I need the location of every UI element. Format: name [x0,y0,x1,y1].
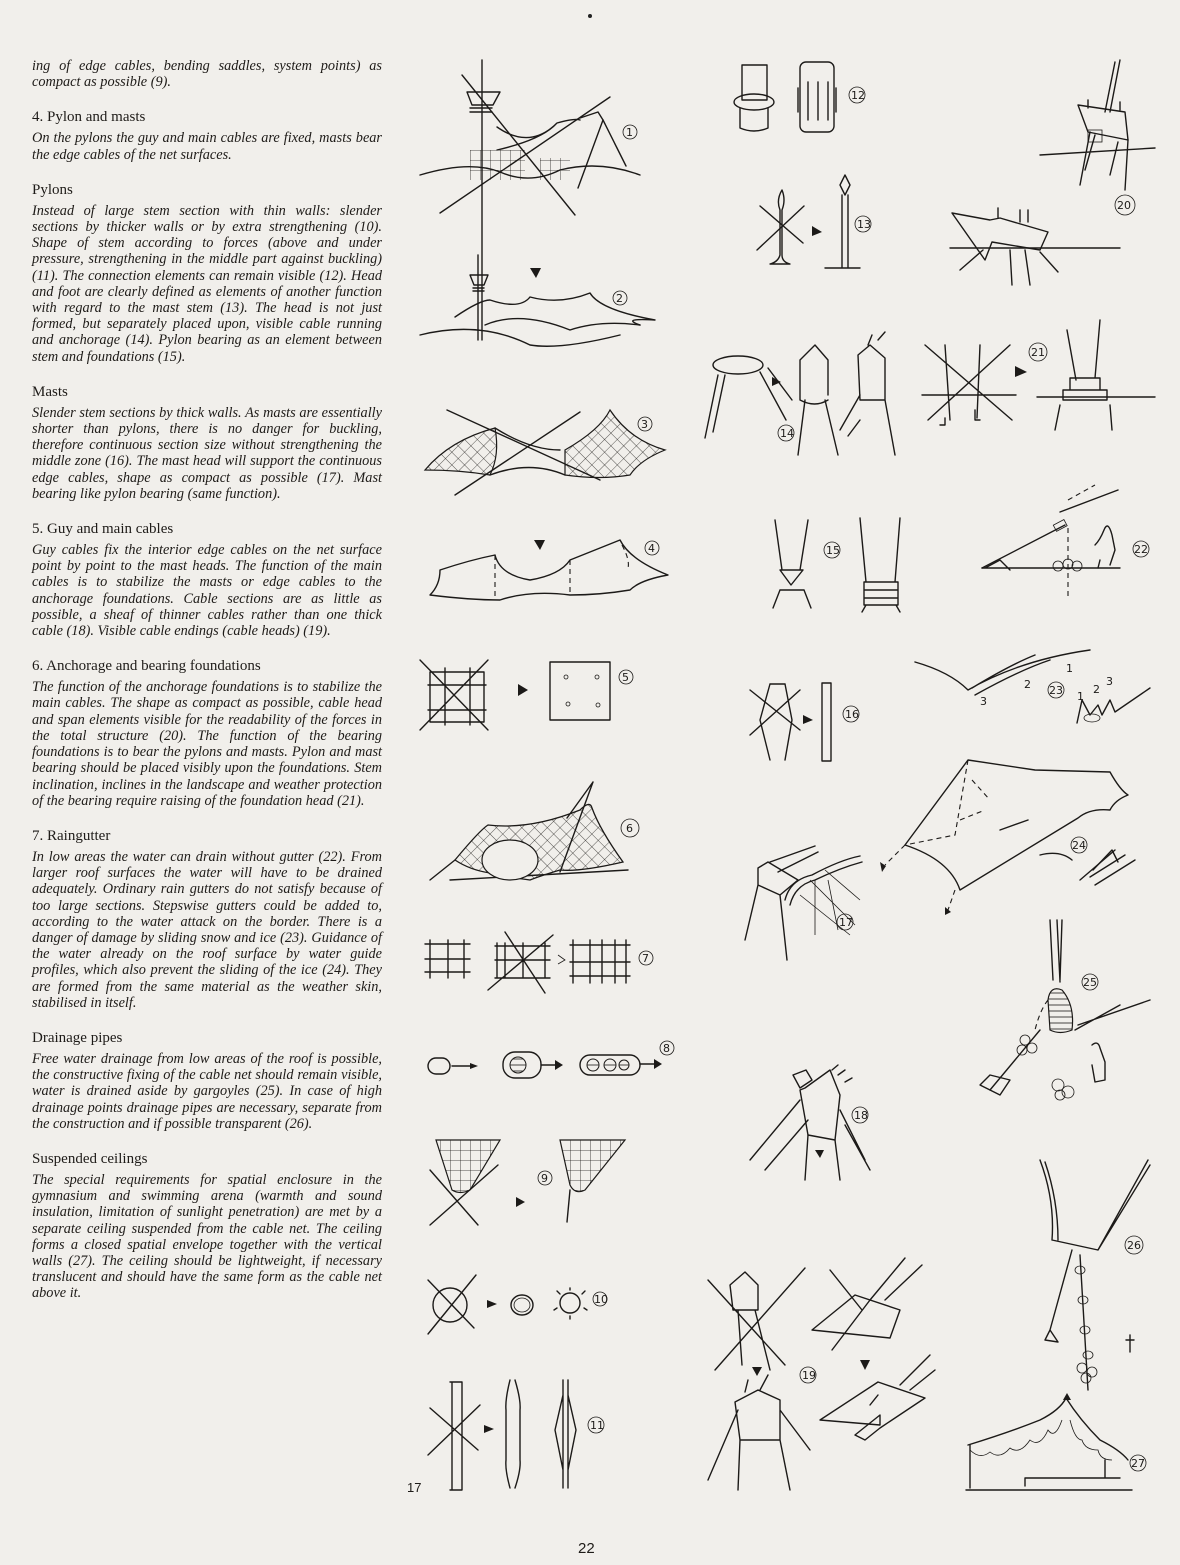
sketch-label-26: 26 [1127,1239,1141,1252]
sketch-15 [773,518,900,612]
section-heading: 5. Guy and main cables [32,521,174,538]
sketch-5 [420,660,633,730]
section-heading: Pylons [32,181,73,198]
section-body: The function of the anchorage foundations is to stabilize the main cables. The shape as compact as possible, cable head and span elements visible for the readability of the forces in the total structure (20). The function of the bearing foundations is to bear the pylons and masts. Pylon and mast bearing should be placed visibly upon the foundations. Stem inclination, inclines in the landscape and weather protection of the bearing require raising of the foundation head (21). [32,679,382,809]
section-body: Free water drainage from low areas of the roof is possible, the constructive fixing of the cable net should remain visible, water is drained aside by gargoyles (25). In case of high drainage points drainage pipes are necessary, separate from the construction and if possible transparent (26). [32,1050,382,1132]
sketch-label-8: 8 [663,1042,670,1055]
sketch-8 [428,1041,674,1078]
sketch-label-22: 22 [1134,543,1148,556]
sketch-24 [880,760,1135,915]
sketch-label-11: 11 [590,1419,604,1432]
section-body: Slender stem sections by thick walls. As masts are essentially shorter than pylons, there is no danger for buckling, therefore continuous section size without strengthening the middle zone (16). The mast head will support the continuous edge cables, shape as compact as possible (17). Mast bearing like pylon bearing (same function). [32,404,382,502]
section-body: The special requirements for spatial enclosure in the gymnasium and swimming arena (warmth and sound insulation, limitation of sunlight penetration) are met by a separate ceiling suspended from the cable net. The ceiling forms a closed spatial envelope together with the vertical walls (27). The ceiling should be lightweight, if necessary translucent and should have the same form as the cable net above it. [32,1171,382,1302]
sketch-11 [428,1380,604,1490]
sketch-label-14: 14 [780,427,794,440]
sketch-label-7: 7 [642,952,649,965]
sketch-label-23: 23 [1049,684,1063,697]
sketch-9 [430,1140,625,1225]
sketch-label-19: 19 [802,1369,816,1382]
sketch-label-24: 24 [1072,839,1086,852]
page-number: 22 [578,1540,595,1557]
sketch-label-3: 3 [641,418,648,431]
section-body: Guy cables fix the interior edge cables on the net surface point by point to the mast heads. The function of the main cables is to stabilize the masts or edge cables to the anchorage foundations. Cable sections are as little as possible, a sheaf of thinner cables rather than one thick cable (18). Visible cable endings (cable heads) (19). [32,542,382,640]
sketch-19 [708,1258,935,1490]
sketch-2 [420,255,655,346]
sketch-label-6: 6 [626,822,633,835]
sketch-17 [745,846,862,960]
sketch-3 [425,410,665,495]
sketch-label-21: 21 [1031,346,1045,359]
sketch-23-mark: 1 [1066,662,1073,675]
sketch-27 [966,1393,1146,1490]
sketch-12 [734,62,865,132]
section-heading: 4. Pylon and masts [32,109,146,126]
sketch-23-mark: 3 [1106,675,1113,688]
section-heading: Suspended ceilings [32,1150,148,1167]
sketch-23-mark: 1 [1077,690,1084,703]
sketch-6 [430,782,639,880]
section-heading: Drainage pipes [32,1029,123,1046]
sketch-label-13: 13 [857,218,871,231]
section-heading: 7. Raingutter [32,827,111,844]
sketch-22 [982,485,1149,600]
sketch-label-25: 25 [1083,976,1097,989]
sketch-label-18: 18 [854,1109,868,1122]
sketch-21 [922,320,1155,430]
sketch-label-15: 15 [826,544,840,557]
sketch-label-2: 2 [616,292,623,305]
sketch-16 [750,683,859,761]
sketch-10 [428,1275,608,1334]
sketch-20 [950,60,1155,285]
sketch-23 [915,650,1150,723]
sketch-label-20: 20 [1117,199,1131,212]
sketch-18 [750,1065,870,1180]
sketch-label-12: 12 [851,89,865,102]
sketch-label-16: 16 [845,708,859,721]
sketch-14 [705,332,895,455]
section-body: Instead of large stem section with thin walls: slender sections by thicker walls or by extra strengthening (10). Shape of stem according to forces (above and under pressure, strengthening in the middle part against buckling) (11). The connection elements can remain visible (12). Head and foot are clearly defined as elements of another function with regard to the mast stem (13). The head is not just formed, but separately placed upon, visible cable running and anchorage (14). Pylon bearing as an element between stem and foundations (15). [32,202,382,365]
sketch-4 [430,540,668,600]
sketch-23-mark: 2 [1024,678,1031,691]
sketch-label-9: 9 [541,1172,548,1185]
sketch-label-4: 4 [648,542,655,555]
sketch-25 [980,920,1150,1100]
sketch-23-mark: 2 [1093,683,1100,696]
section-heading: Masts [32,383,68,400]
section-body: In low areas the water can drain without gutter (22). From larger roof surfaces the water will have to be drained adequately. Ordinary rain gutters do not satisfy because of too large sections. Stepswise gutters could be added to, according to the water attack on the border. There is a danger of damage by sliding snow and ice (23). Guidance of the water already on the roof surface by water guide profiles, which also prevent the sliding of the ice (24). They are formed from the same material as the weather skin, stabilised in itself. [32,848,382,1011]
lead-paragraph: ing of edge cables, bending saddles, system points) as compact as possible (9). [32,58,382,91]
sketch-label-17: 17 [839,916,853,929]
sketch-13 [757,175,871,268]
figure-number: 17 [407,1480,422,1495]
sketch-label-5: 5 [622,671,629,684]
sketch-label-10: 10 [594,1293,608,1306]
sketch-label-27: 27 [1131,1457,1145,1470]
sketch-7 [425,932,653,993]
sketch-23-mark: 3 [980,695,987,708]
section-body: On the pylons the guy and main cables are fixed, masts bear the edge cables of the net surfaces. [32,130,382,163]
sketch-26 [1040,1160,1150,1390]
sketch-label-1: 1 [626,126,633,139]
section-heading: 6. Anchorage and bearing foundations [32,658,261,675]
